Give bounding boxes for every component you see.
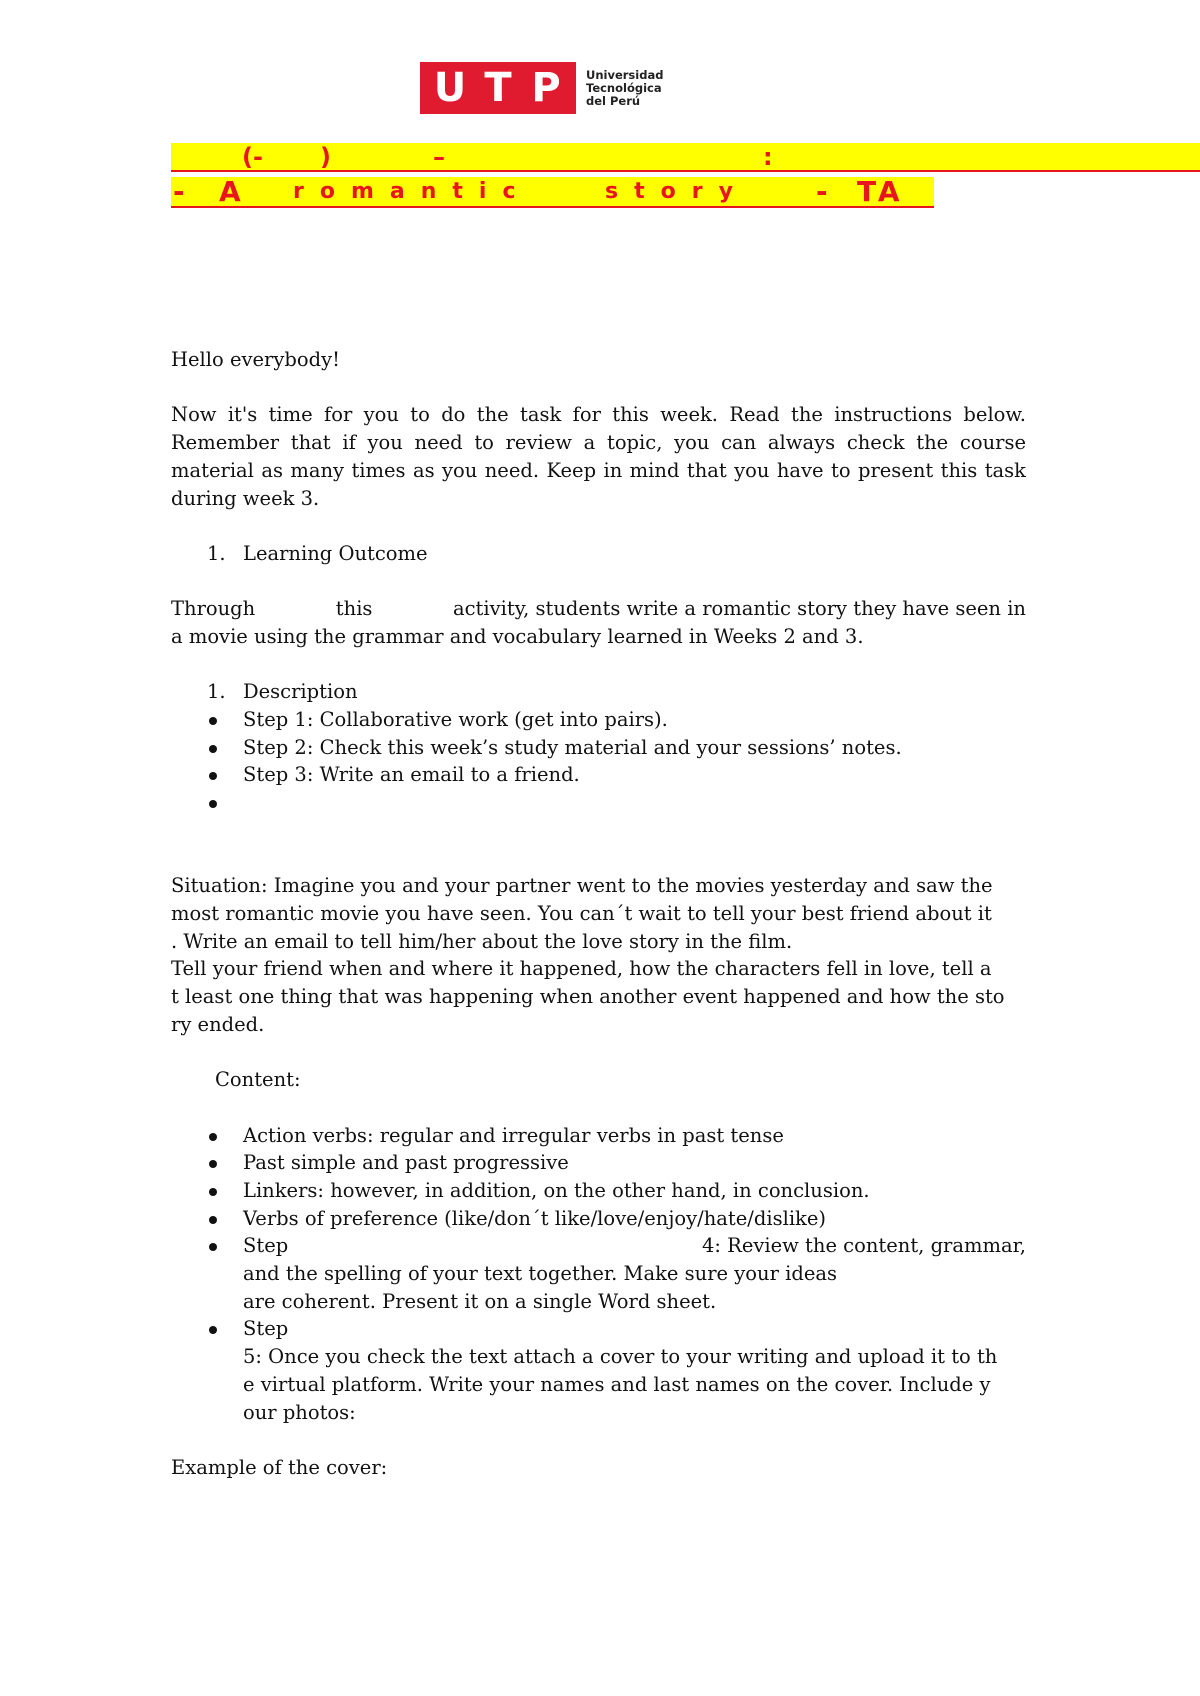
- title-word: -: [816, 175, 843, 208]
- section-label: Description: [243, 680, 358, 704]
- logo-letter-u: U: [430, 68, 470, 108]
- list-item: [171, 1177, 1026, 1205]
- title-word: A: [219, 175, 256, 208]
- list-item: [171, 1122, 1026, 1150]
- step4-line-3: are coherent. Present it on a single Word sheet.: [243, 1289, 717, 1313]
- step4-line-2: and the spelling of your text together. Make sure your ideas: [243, 1262, 837, 1286]
- list-item: [171, 1232, 1026, 1315]
- bullet-icon: [209, 1243, 217, 1251]
- title-char: :: [763, 143, 773, 171]
- title-word: romantic: [293, 179, 532, 204]
- title-word: story: [605, 179, 749, 204]
- content-list: [171, 1122, 1026, 1427]
- list-item: [171, 706, 1026, 734]
- step4-word: Step: [243, 1234, 289, 1258]
- situation-line: ry ended.: [171, 1012, 265, 1036]
- content-item-text: Past simple and past progressive: [243, 1151, 569, 1175]
- bullet-icon: [209, 1216, 217, 1224]
- bullet-icon: [209, 800, 217, 808]
- content-label: Content:: [215, 1068, 301, 1092]
- list-item: [171, 789, 1026, 817]
- list-item: [171, 1205, 1026, 1233]
- example-heading: Example of the cover:: [171, 1455, 388, 1479]
- title-word: -: [173, 175, 200, 208]
- situation-line: Situation: Imagine you and your partner went to the movies yesterday and saw the: [171, 874, 993, 898]
- steps-list: [171, 706, 1026, 817]
- section-number: 1.: [207, 680, 226, 704]
- title-char: ): [320, 143, 331, 171]
- title-line-1: [171, 143, 1200, 172]
- step-text: Step 3: Write an email to a friend.: [243, 763, 580, 787]
- bullet-icon: [209, 1160, 217, 1168]
- logo-letter-p: P: [526, 68, 566, 108]
- step-text: Step 2: Check this week’s study material and your sessions’ notes.: [243, 735, 902, 759]
- logo-wordmark: [586, 69, 663, 108]
- step4-rest: 4: Review the content, grammar,: [701, 1234, 1026, 1258]
- step5-line-2: 5: Once you check the text attach a cover to your writing and upload it to th: [243, 1345, 998, 1369]
- list-item: [171, 1149, 1026, 1177]
- title-word: TA: [857, 175, 904, 208]
- step-text: Step 1: Collaborative work (get into pairs).: [243, 708, 668, 732]
- step4-first-line: [243, 1232, 1026, 1260]
- outcome-word: activity, students write a romantic story they have seen in: [453, 597, 1026, 621]
- step5-word: Step: [243, 1317, 289, 1341]
- bullet-icon: [209, 717, 217, 725]
- logo-line-2: Tecnológica: [586, 80, 662, 95]
- content-item-text: Verbs of preference (like/don´t like/love/enjoy/hate/dislike): [243, 1206, 827, 1230]
- situation-paragraph: [171, 872, 1026, 1038]
- situation-line: . Write an email to tell him/her about the love story in the film.: [171, 929, 793, 953]
- list-item: [171, 761, 1026, 789]
- document-body: [171, 346, 1026, 1482]
- logo-line-1: Universidad: [586, 67, 664, 82]
- logo-line-3: del Perú: [586, 93, 641, 108]
- content-item-text: Linkers: however, in addition, on the other hand, in conclusion.: [243, 1178, 870, 1202]
- greeting: Hello everybody!: [171, 348, 340, 371]
- outcome-word: this: [335, 597, 373, 621]
- bullet-icon: [209, 1326, 217, 1334]
- section-label: Learning Outcome: [243, 541, 428, 565]
- list-item: [171, 1315, 1026, 1426]
- utp-logo: [420, 62, 663, 114]
- outcome-word: Through: [171, 597, 256, 621]
- logo-letter-t: T: [478, 68, 518, 108]
- outcome-line-1: [171, 595, 1026, 623]
- bullet-icon: [209, 1188, 217, 1196]
- situation-line: most romantic movie you have seen. You can´t wait to tell your best friend about it: [171, 901, 992, 925]
- situation-line: t least one thing that was happening when another event happened and how the sto: [171, 985, 1005, 1009]
- title-char: –: [433, 143, 445, 171]
- situation-line: Tell your friend when and where it happened, how the characters fell in love, tell a: [171, 957, 992, 981]
- section-description: [171, 678, 1026, 706]
- section-number: 1.: [207, 541, 226, 565]
- section-learning-outcome: [171, 540, 1026, 568]
- bullet-icon: [209, 772, 217, 780]
- outcome-line-2: a movie using the grammar and vocabulary learned in Weeks 2 and 3.: [171, 624, 864, 648]
- content-item-text: Action verbs: regular and irregular verbs in past tense: [243, 1123, 784, 1147]
- bullet-icon: [209, 745, 217, 753]
- title-line-2: [171, 177, 934, 208]
- intro-paragraph: Now it's time for you to do the task for this week. Read the instructions below. Remember that if you need to review a topic, you can always check the course material as many times as you need. Keep in mind that you have to present this task during week 3.: [171, 403, 1026, 510]
- step5-line-3: e virtual platform. Write your names and last names on the cover. Include y: [243, 1372, 991, 1396]
- list-item: [171, 734, 1026, 762]
- step5-line-4: our photos:: [243, 1400, 356, 1424]
- logo-box: [420, 62, 576, 114]
- title-char: (-: [242, 143, 263, 171]
- bullet-icon: [209, 1133, 217, 1141]
